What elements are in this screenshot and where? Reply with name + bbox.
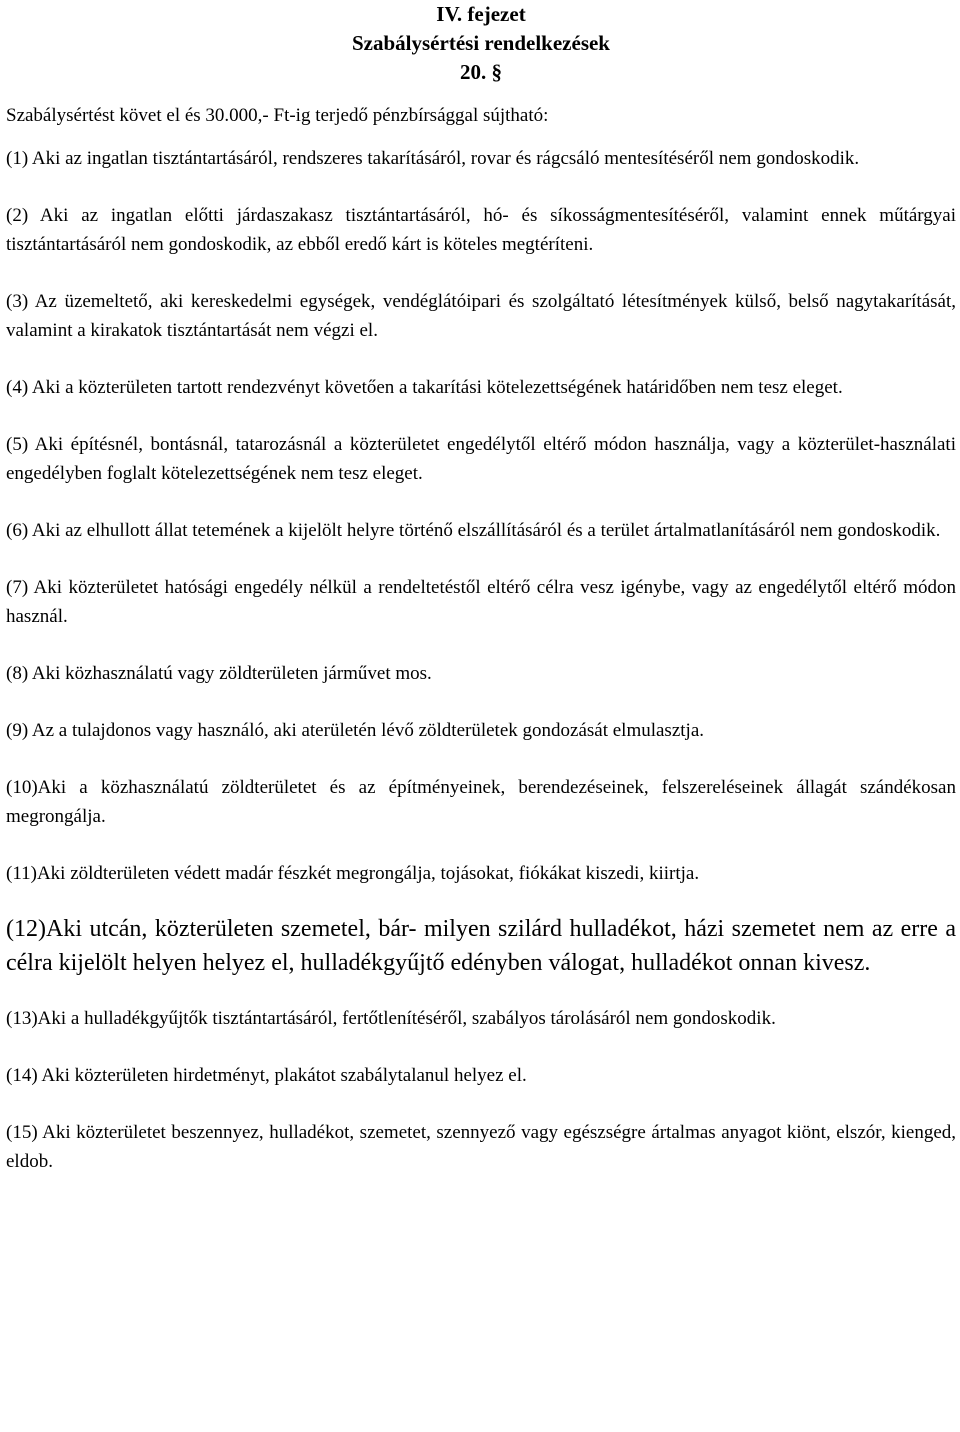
paragraph-8: (8) Aki közhasználatú vagy zöldterületen járművet mos. [6, 663, 432, 684]
section-number: 20. § [460, 60, 502, 84]
paragraph-4: (4) Aki a közterületen tartott rendezvényt követően a takarítási kötelezettségének határidőben nem tesz eleget. [6, 377, 843, 398]
paragraph-11: (11)Aki zöldterületen védett madár fészkét megrongálja, tojásokat, fiókákat kiszedi, kiirtja. [6, 863, 700, 884]
chapter-heading [6, 0, 956, 87]
paragraph-2: (2) Aki az ingatlan előtti járdaszakasz tisztántartásáról, hó- és síkosságmentesítéséről, valamint ennek műtárgyai tisztántartásáról nem gondoskodik, az ebből eredő kárt is köteles megtéríteni. [6, 205, 956, 255]
paragraph-7: (7) Aki közterületet hatósági engedély nélkül a rendeltetéstől eltérő célra vesz igénybe, vagy az engedélytől eltérő módon használ. [6, 577, 956, 627]
paragraph-5: (5) Aki építésnél, bontásnál, tatarozásnál a közterületet engedélytől eltérő módon használja, vagy a közterület-használati engedélyben foglalt kötelezettségének nem tesz eleget. [6, 434, 956, 484]
paragraph-6: (6) Aki az elhullott állat tetemének a kijelölt helyre történő elszállításáról és a terület ártalmatlanításáról nem gondoskodik. [6, 520, 941, 541]
paragraph-1: (1) Aki az ingatlan tisztántartásáról, rendszeres takarításáról, rovar és rágcsáló mentesítéséről nem gondoskodik. [6, 148, 860, 169]
chapter-title: Szabálysértési rendelkezések [352, 31, 610, 55]
document-page [6, 0, 956, 1176]
paragraph-15: (15) Aki közterületet beszennyez, hulladékot, szemetet, szennyező vagy egészségre ártalmas anyagot kiönt, elszór, kienged, eldob. [6, 1122, 956, 1172]
paragraph-9: (9) Az a tulajdonos vagy használó, aki aterületén lévő zöldterületek gondozását elmulasztja. [6, 720, 704, 741]
intro-text: Szabálysértést követ el és 30.000,- Ft-ig terjedő pénzbírsággal sújtható: [6, 105, 549, 126]
chapter-number: IV. fejezet [436, 2, 526, 26]
paragraph-12: (12)Aki utcán, közterületen szemetel, bár- milyen szilárd hulladékot, házi szemetet nem az erre a célra kijelölt helyen helyez el, hulladékgyűjtő edényben válogat, hulladékot onnan kivesz. [6, 916, 956, 976]
paragraph-14: (14) Aki közterületen hirdetményt, plakátot szabálytalanul helyez el. [6, 1065, 527, 1086]
paragraph-13: (13)Aki a hulladékgyűjtők tisztántartásáról, fertőtlenítéséről, szabályos tárolásáról nem gondoskodik. [6, 1008, 776, 1029]
paragraph-3: (3) Az üzemeltető, aki kereskedelmi egységek, vendéglátóipari és szolgáltató létesítmények külső, belső nagytakarítását, valamint a kirakatok tisztántartását nem végzi el. [6, 291, 956, 341]
paragraph-10: (10)Aki a közhasználatú zöldterületet és az építményeinek, berendezéseinek, felszereléseinek állagát szándékosan megrongálja. [6, 777, 956, 827]
